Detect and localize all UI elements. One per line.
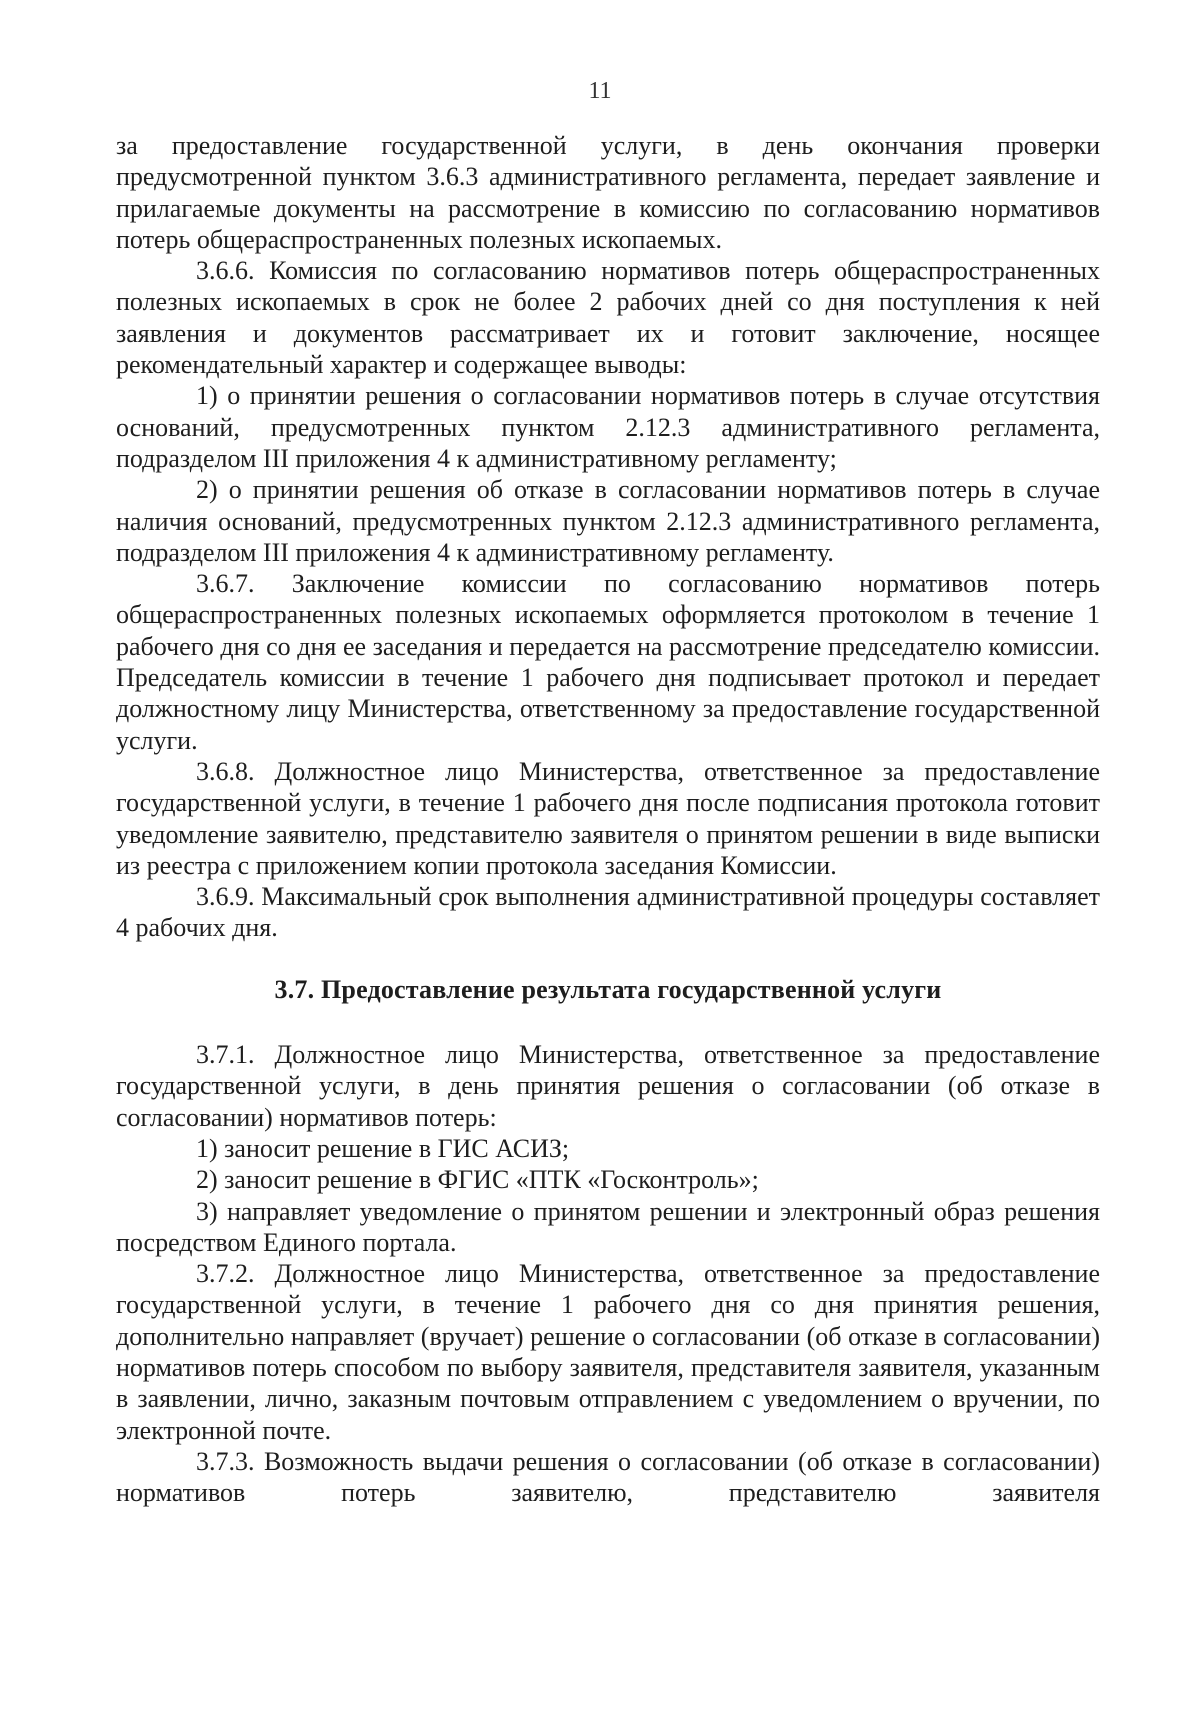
page-number: 11 [588,78,612,104]
paragraph-3-6-8: 3.6.8. Должностное лицо Министерства, ответственное за предоставление государственной услуги, в течение 1 рабочего дня после подписания протокола готовит уведомление заявителю, представителю заявителя о принятом решении в виде выписки из реестра с приложением копии протокола заседания Комиссии. [116,756,1100,880]
list-item-1-approval: 1) о принятии решения о согласовании нормативов потерь в случае отсутствия оснований, предусмотренных пунктом 2.12.3 административного регламента, подразделом III приложения 4 к административному регламенту; [116,381,1100,473]
paragraph-3-7-2: 3.7.2. Должностное лицо Министерства, ответственное за предоставление государственной услуги, в течение 1 рабочего дня со дня принятия решения, дополнительно направляет (вручает) решение о согласовании (об отказе в согласовании) нормативов потерь способом по выбору заявителя, представителя заявителя, указанным в заявлении, лично, заказным почтовым отправлением с уведомлением о вручении, по электронной почте. [116,1259,1100,1445]
paragraph-3-7-1: 3.7.1. Должностное лицо Министерства, ответственное за предоставление государственной услуги, в день принятия решения о согласовании (об отказе в согласовании) нормативов потерь: [116,1040,1100,1132]
list-item-3-portal: 3) направляет уведомление о принятом решении и электронный образ решения посредством Единого портала. [116,1196,1100,1257]
section-heading-3-7: 3.7. Предоставление результата государственной услуги [274,974,942,1004]
list-item-2-refusal: 2) о принятии решения об отказе в согласовании нормативов потерь в случае наличия оснований, предусмотренных пунктом 2.12.3 административного регламента, подразделом III приложения 4 к административному регламенту. [116,475,1100,567]
paragraph-3-6-7: 3.6.7. Заключение комиссии по согласованию нормативов потерь общераспространенных полезных ископаемых оформляется протоколом в течение 1 рабочего дня со дня ее заседания и передается на рассмотрение председателю комиссии. Председатель комиссии в течение 1 рабочего дня подписывает протокол и передает должностному лицу Министерства, ответственному за предоставление государственной услуги. [116,569,1100,755]
paragraph-3-6-6: 3.6.6. Комиссия по согласованию нормативов потерь общераспространенных полезных ископаемых в срок не более 2 рабочих дней со дня поступления к ней заявления и документов рассматривает их и готовит заключение, носящее рекомендательный характер и содержащее выводы: [116,256,1100,380]
list-item-1-gis-asiz: 1) заносит решение в ГИС АСИЗ; [196,1133,570,1163]
paragraph-3-7-3: 3.7.3. Возможность выдачи решения о согласовании (об отказе в согласовании) нормативов потерь заявителю, представителю заявителя [116,1446,1100,1508]
paragraph-continuation: за предоставление государственной услуги, в день окончания проверки предусмотренной пунктом 3.6.3 административного регламента, передает заявление и прилагаемые документы на рассмотрение в комиссию по согласованию нормативов потерь общераспространенных полезных ископаемых. [116,131,1100,254]
list-item-2-fgis: 2) заносит решение в ФГИС «ПТК «Госконтроль»; [196,1165,759,1195]
document-body [116,130,1100,1508]
paragraph-3-6-9: 3.6.9. Максимальный срок выполнения административной процедуры составляет 4 рабочих дня. [116,882,1100,943]
